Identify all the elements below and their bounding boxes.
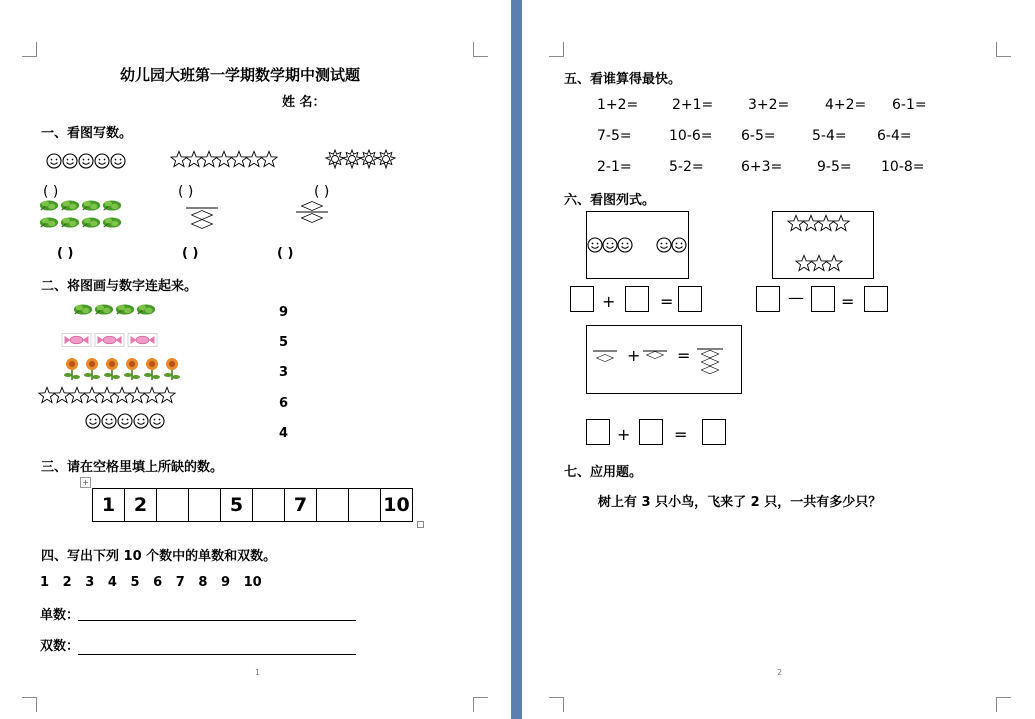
crop-mark — [22, 42, 37, 57]
sequence-cell: 5 — [221, 489, 253, 522]
equation: 3+2= — [748, 97, 790, 113]
stacked-diamond-icon — [293, 200, 331, 228]
operator: + — [602, 292, 616, 311]
picture-frame — [586, 325, 742, 394]
answer-box[interactable] — [570, 286, 594, 312]
section-3-heading: 三、请在空格里填上所缺的数。 — [41, 460, 224, 475]
section-5-heading: 五、看谁算得最快。 — [564, 72, 682, 87]
candy-icons[interactable] — [60, 332, 160, 348]
operator: = — [660, 292, 674, 311]
answer-box[interactable] — [639, 419, 663, 445]
table-resize-handle-icon[interactable] — [417, 521, 424, 528]
page-number: 2 — [777, 668, 783, 677]
section-1-heading: 一、看图写数。 — [41, 126, 133, 141]
equation: 9-5= — [817, 159, 852, 175]
operator: + — [627, 346, 641, 365]
even-answer-line[interactable] — [78, 654, 356, 655]
picture-frame — [772, 211, 874, 279]
crop-mark — [996, 697, 1011, 712]
crop-mark — [473, 697, 488, 712]
operator: = — [677, 346, 691, 365]
page-number: 1 — [255, 668, 261, 677]
odd-answer-line[interactable] — [78, 620, 356, 621]
operator: — — [788, 288, 804, 307]
answer-blank[interactable]: ( ) — [314, 184, 330, 200]
operator: = — [674, 425, 688, 444]
operator: + — [617, 425, 631, 444]
odd-label: 单数： — [40, 608, 80, 623]
crop-mark — [996, 42, 1011, 57]
crop-mark — [473, 42, 488, 57]
equation: 6-5= — [741, 128, 776, 144]
equation: 2-1= — [597, 159, 632, 175]
crop-mark — [22, 697, 37, 712]
page-1 — [0, 0, 511, 719]
equation: 5-2= — [669, 159, 704, 175]
equation: 2+1= — [672, 97, 714, 113]
answer-blank[interactable]: ( ) — [277, 246, 294, 261]
name-label: 姓 名： — [282, 95, 326, 110]
equation: 6-4= — [877, 128, 912, 144]
sequence-cell-blank[interactable] — [253, 489, 285, 522]
operator: = — [841, 292, 855, 311]
picture-frame — [586, 211, 689, 279]
number-list: 1 2 3 4 5 6 7 8 9 10 — [40, 575, 262, 590]
sequence-cell: 2 — [125, 489, 157, 522]
answer-blank[interactable]: ( ) — [43, 184, 59, 200]
match-number[interactable]: 4 — [279, 426, 289, 441]
crop-mark — [549, 42, 564, 57]
equation: 4+2= — [825, 97, 867, 113]
answer-box[interactable] — [678, 286, 702, 312]
section-7-heading: 七、应用题。 — [564, 465, 643, 480]
answer-blank[interactable]: ( ) — [178, 184, 194, 200]
smiley-face-icons — [587, 236, 635, 254]
star-icons — [795, 252, 847, 274]
equation: 10-6= — [669, 128, 713, 144]
equation: 5-4= — [812, 128, 847, 144]
number-sequence-table — [92, 488, 413, 522]
answer-box[interactable] — [864, 286, 888, 312]
match-number[interactable]: 5 — [279, 335, 289, 350]
sun-icons — [325, 149, 397, 169]
match-number[interactable]: 6 — [279, 396, 289, 411]
answer-box[interactable] — [702, 419, 726, 445]
stacked-diamond-icon — [641, 348, 669, 362]
equation: 7-5= — [597, 128, 632, 144]
even-label: 双数： — [40, 639, 80, 654]
answer-box[interactable] — [586, 419, 610, 445]
star-icons[interactable] — [38, 385, 180, 405]
answer-blank[interactable]: ( ) — [182, 246, 199, 261]
stacked-diamond-icon — [695, 346, 725, 378]
answer-box[interactable] — [756, 286, 780, 312]
equation: 10-8= — [881, 159, 925, 175]
smiley-face-icons[interactable] — [85, 412, 167, 430]
word-problem: 树上有 3 只小鸟，飞来了 2 只，一共有多少只？ — [598, 495, 882, 510]
crop-mark — [549, 697, 564, 712]
sequence-cell: 10 — [381, 489, 413, 522]
section-2-heading: 二、将图画与数字连起来。 — [41, 279, 198, 294]
leaf-icons — [38, 198, 126, 234]
smiley-face-icons — [656, 236, 690, 254]
section-6-heading: 六、看图列式。 — [564, 193, 656, 208]
page-2 — [522, 0, 1035, 719]
sequence-cell: 1 — [93, 489, 125, 522]
flower-icons[interactable] — [62, 357, 186, 381]
sequence-cell-blank[interactable] — [157, 489, 189, 522]
table-move-handle-icon[interactable]: + — [80, 477, 91, 488]
smiley-face-icons — [46, 152, 126, 170]
answer-box[interactable] — [625, 286, 649, 312]
sequence-cell-blank[interactable] — [189, 489, 221, 522]
match-number[interactable]: 9 — [279, 305, 289, 320]
section-4-heading: 四、写出下列 10 个数中的单数和双数。 — [41, 549, 277, 564]
page-gap — [511, 0, 522, 719]
answer-blank[interactable]: ( ) — [57, 246, 74, 261]
answer-box[interactable] — [811, 286, 835, 312]
star-icons — [170, 149, 280, 169]
stacked-diamond-icon — [183, 204, 221, 234]
equation: 6-1= — [892, 97, 927, 113]
leaf-icons[interactable] — [72, 302, 160, 318]
sequence-cell: 7 — [285, 489, 317, 522]
page-title: 幼儿园大班第一学期数学期中测试题 — [120, 66, 361, 84]
star-icons — [787, 212, 853, 234]
match-number[interactable]: 3 — [279, 365, 289, 380]
sequence-cell-blank[interactable] — [349, 489, 381, 522]
equation: 1+2= — [597, 97, 639, 113]
stacked-diamond-icon — [591, 348, 619, 368]
equation: 6+3= — [741, 159, 783, 175]
sequence-cell-blank[interactable] — [317, 489, 349, 522]
